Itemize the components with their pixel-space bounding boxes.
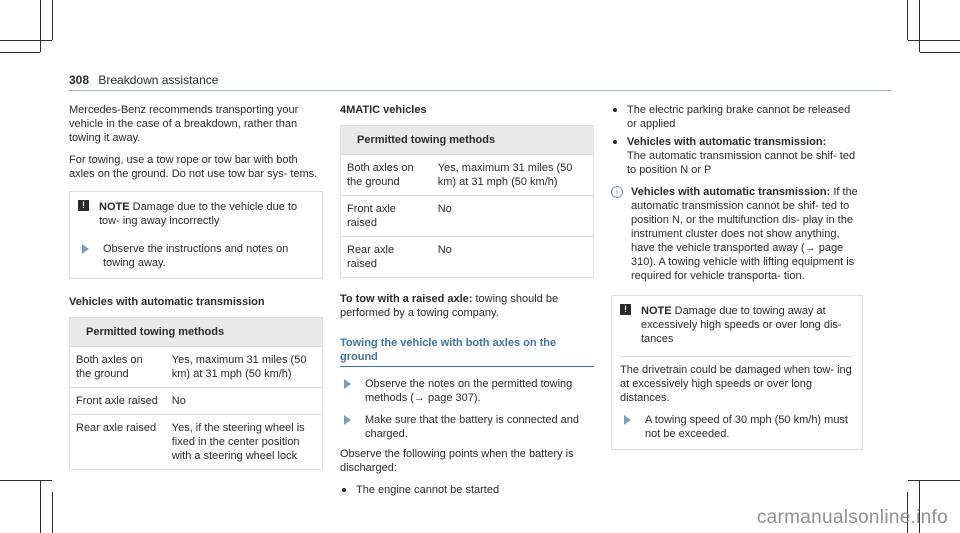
raised-axle-paragraph <box>340 292 594 320</box>
list-item <box>611 135 863 177</box>
table-cell: Front axle raised <box>341 196 432 237</box>
middle-column <box>340 103 594 501</box>
crop-mark <box>0 480 52 481</box>
table-cell: Yes, if the steering wheel is fixed in the center position with a steering wheel lock <box>166 415 322 470</box>
table-row <box>70 347 322 388</box>
bullet-bold: Vehicles with automatic transmission: <box>627 136 827 148</box>
step-arrow-icon <box>624 415 631 425</box>
note-title: Damage due to towing away at excessively high speeds or over long dis- tances <box>641 305 842 345</box>
crop-mark <box>52 0 53 40</box>
info-text: If the automatic transmission cannot be shif- ted to position N, or the multifunction dis- play in the instrument cluster does not show anything, have the vehicle transported away (→ page 310). A towing vehicle with lifting equipment is required for vehicle transporta- tion. <box>631 186 858 282</box>
tow-paragraph: For towing, use a tow rope or tow bar with both axles on the ground. Do not use tow bar sys- tems. <box>69 154 318 180</box>
step-text: Make sure that the battery is connected and charged. <box>365 414 580 440</box>
info-icon: i <box>611 186 623 198</box>
bullet-icon <box>613 108 617 112</box>
crop-mark <box>919 0 920 52</box>
section-heading: 4MATIC vehicles <box>340 104 427 116</box>
towing-table <box>69 317 323 470</box>
table-cell: No <box>166 388 322 415</box>
step-text: Observe the instructions and notes on towing away. <box>103 243 289 269</box>
towing-table <box>340 125 594 278</box>
step-text: Observe the notes on the permitted towing methods (→ page 307). <box>365 378 573 404</box>
table-row <box>341 237 593 278</box>
table-cell: No <box>432 237 593 278</box>
table-cell: Both axles on the ground <box>341 155 432 196</box>
table-cell: Rear axle raised <box>70 415 166 470</box>
note-label: NOTE <box>641 305 672 317</box>
blue-heading: Towing the vehicle with both axles on the ground <box>340 336 594 367</box>
left-column <box>69 103 323 470</box>
crop-mark <box>52 492 53 533</box>
table-cell: Yes, maximum 31 miles (50 km) at 31 mph (50 km/h) <box>432 155 593 196</box>
info-bold: Vehicles with automatic transmission: <box>631 186 831 198</box>
step-arrow-icon <box>344 415 351 425</box>
table-cell: Front axle raised <box>70 388 166 415</box>
bullet-icon <box>613 140 617 144</box>
warning-icon: ! <box>78 200 89 211</box>
bullet-text: The automatic transmission cannot be shif- ted to position N or P <box>627 150 856 176</box>
step-arrow-icon <box>82 244 89 254</box>
warning-icon: ! <box>620 304 631 315</box>
info-item <box>611 185 863 283</box>
observe-paragraph: Observe the following points when the battery is discharged: <box>340 448 574 474</box>
bullet-text: The electric parking brake cannot be released or applied <box>627 104 851 130</box>
raised-axle-label: To tow with a raised axle: <box>340 293 473 305</box>
right-column <box>611 103 863 460</box>
step-arrow-icon <box>344 379 351 389</box>
table-row <box>341 155 593 196</box>
list-item <box>611 103 863 131</box>
crop-mark <box>908 40 960 41</box>
crop-mark <box>40 0 41 52</box>
table-row <box>70 388 322 415</box>
note-text: The drivetrain could be damaged when tow- ing at excessively high speeds or over long distances. <box>620 356 852 405</box>
crop-mark <box>0 52 40 53</box>
table-header: Permitted towing methods <box>70 318 322 347</box>
list-item <box>340 483 594 497</box>
note-box <box>611 295 863 450</box>
step-text: A towing speed of 30 mph (50 km/h) must not be exceeded. <box>645 414 848 440</box>
table-cell: Yes, maximum 31 miles (50 km) at 31 mph (50 km/h) <box>166 347 322 388</box>
crop-mark <box>920 52 960 53</box>
section-heading: Vehicles with automatic transmission <box>69 296 265 308</box>
bullet-icon <box>342 488 346 492</box>
section-title: Breakdown assistance <box>98 73 219 87</box>
page-header <box>69 73 218 87</box>
table-cell: Rear axle raised <box>341 237 432 278</box>
table-header: Permitted towing methods <box>341 126 593 155</box>
crop-mark <box>40 480 41 533</box>
raised-axle-text: towing should be performed by a towing company. <box>340 293 559 319</box>
intro-paragraph: Mercedes-Benz recommends transporting your vehicle in the case of a breakdown, rather than towing it away. <box>69 104 299 144</box>
crop-mark <box>907 0 908 40</box>
table-cell: Both axles on the ground <box>70 347 166 388</box>
watermark: carmanualsonline.info <box>756 507 948 528</box>
table-cell: No <box>432 196 593 237</box>
note-box <box>69 191 323 279</box>
table-row <box>341 196 593 237</box>
crop-mark <box>0 40 52 41</box>
crop-mark <box>908 480 960 481</box>
note-text: Damage due to the vehicle due to tow- ing away incorrectly <box>99 201 298 227</box>
header-rule <box>69 90 891 91</box>
note-label: NOTE <box>99 201 130 213</box>
table-row <box>70 415 322 470</box>
page-number: 308 <box>69 73 90 87</box>
bullet-text: The engine cannot be started <box>356 484 500 496</box>
